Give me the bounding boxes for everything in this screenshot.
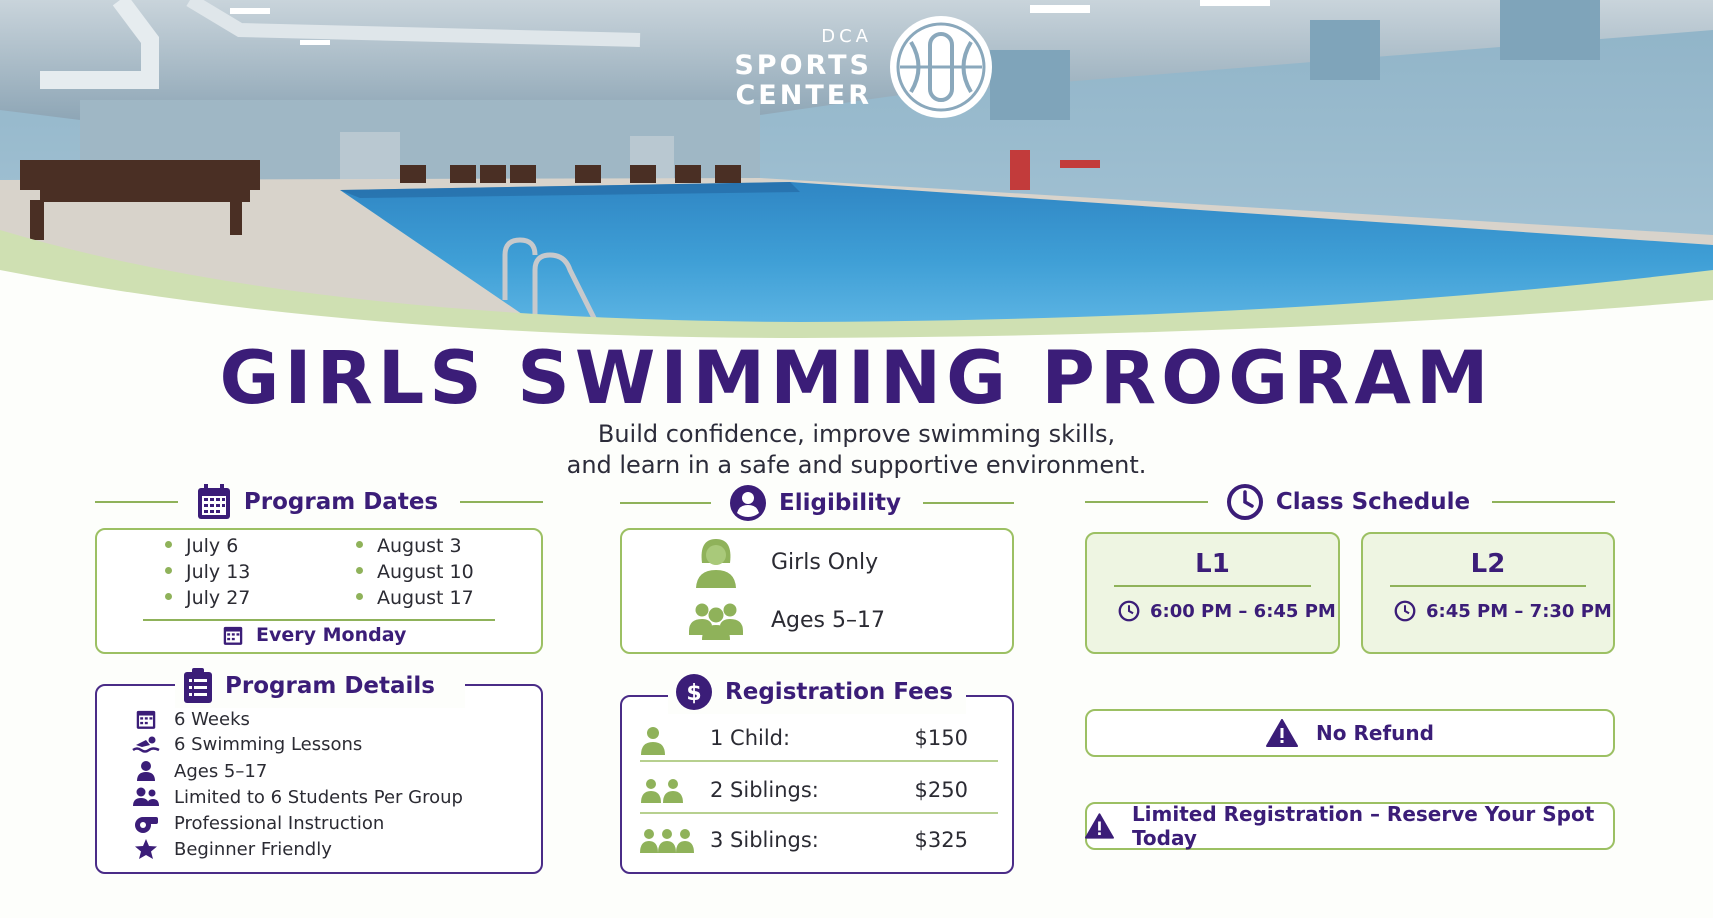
fee-price: $325 bbox=[914, 828, 968, 852]
fee-row bbox=[640, 768, 998, 814]
fee-row bbox=[640, 818, 998, 864]
fee-label: 1 Child: bbox=[710, 726, 791, 750]
person-icon bbox=[136, 760, 156, 782]
date-item: August 3 bbox=[356, 535, 462, 557]
program-details-header bbox=[175, 664, 465, 708]
siblings-icon bbox=[640, 828, 694, 854]
detail-item: Limited to 6 Students Per Group bbox=[132, 786, 463, 808]
logo-text-center: CENTER bbox=[735, 80, 872, 111]
clock-icon bbox=[1226, 483, 1264, 521]
calendar-icon bbox=[222, 624, 244, 646]
subtitle-line-2: and learn in a safe and supportive environment. bbox=[566, 451, 1147, 479]
calendar-icon bbox=[135, 708, 157, 730]
detail-item: Beginner Friendly bbox=[132, 838, 332, 860]
clock-icon bbox=[1394, 600, 1416, 622]
clipboard-icon bbox=[183, 668, 213, 704]
eligibility-header bbox=[620, 481, 1014, 525]
detail-item: Ages 5–17 bbox=[132, 760, 267, 782]
class-schedule-title: Class Schedule bbox=[1275, 489, 1471, 515]
limited-registration-notice: Limited Registration – Reserve Your Spot Today bbox=[1085, 802, 1615, 850]
star-icon bbox=[134, 838, 158, 860]
siblings-icon bbox=[640, 778, 684, 804]
warning-icon bbox=[1085, 812, 1114, 840]
level-time: 6:00 PM – 6:45 PM bbox=[1118, 600, 1336, 622]
level-name: L1 bbox=[1195, 549, 1230, 579]
subtitle-line-1: Build confidence, improve swimming skills, bbox=[597, 420, 1116, 448]
warning-icon bbox=[1266, 719, 1298, 747]
date-item: August 10 bbox=[356, 561, 474, 583]
hero-banner bbox=[0, 0, 1713, 340]
clock-icon bbox=[1118, 600, 1140, 622]
detail-item: 6 Weeks bbox=[132, 708, 250, 730]
page-title: GIRLS SWIMMING PROGRAM bbox=[219, 336, 1494, 421]
class-schedule-header bbox=[1085, 480, 1615, 524]
program-dates-header bbox=[95, 480, 543, 524]
level-divider bbox=[1390, 585, 1586, 587]
group-icon bbox=[688, 601, 744, 641]
fee-price: $150 bbox=[914, 726, 968, 750]
dollar-icon bbox=[675, 673, 713, 711]
logo-text-dca: DCA bbox=[821, 26, 872, 47]
date-item: August 17 bbox=[356, 587, 474, 609]
eligibility-title: Eligibility bbox=[779, 490, 901, 516]
fee-divider bbox=[640, 760, 998, 762]
date-item: July 27 bbox=[165, 587, 250, 609]
level-name: L2 bbox=[1470, 549, 1506, 579]
fee-label: 3 Siblings: bbox=[710, 828, 819, 852]
detail-item: Professional Instruction bbox=[132, 812, 384, 834]
group-icon bbox=[132, 786, 160, 808]
detail-item: 6 Swimming Lessons bbox=[132, 734, 362, 755]
registration-fees-header bbox=[668, 670, 966, 714]
user-circle-icon bbox=[729, 484, 767, 522]
calendar-icon bbox=[196, 483, 232, 521]
no-refund-notice: No Refund bbox=[1085, 709, 1615, 757]
registration-fees-title: Registration Fees bbox=[725, 679, 953, 705]
eligibility-card bbox=[620, 528, 1014, 654]
date-item: July 6 bbox=[165, 535, 238, 557]
svg-text:$: $ bbox=[686, 681, 702, 706]
eligibility-gender: Girls Only bbox=[771, 550, 879, 575]
program-dates-title: Program Dates bbox=[243, 489, 439, 515]
swimmer-icon bbox=[132, 735, 160, 755]
child-icon bbox=[640, 726, 666, 756]
eligibility-ages: Ages 5–17 bbox=[771, 608, 885, 633]
dates-divider bbox=[143, 619, 495, 621]
date-item: July 13 bbox=[165, 561, 250, 583]
fee-label: 2 Siblings: bbox=[710, 778, 819, 802]
logo-badge-icon bbox=[886, 12, 996, 122]
whistle-icon bbox=[133, 812, 159, 834]
logo-text-sports: SPORTS bbox=[734, 50, 872, 81]
fee-price: $250 bbox=[914, 778, 968, 802]
girl-icon bbox=[693, 537, 739, 589]
logo bbox=[720, 10, 1000, 120]
level-time: 6:45 PM – 7:30 PM bbox=[1394, 600, 1612, 622]
recurrence-label: Every Monday bbox=[222, 624, 406, 646]
program-details-title: Program Details bbox=[225, 673, 435, 699]
fee-row bbox=[640, 716, 998, 762]
level-divider bbox=[1114, 585, 1311, 587]
fee-divider bbox=[640, 812, 998, 814]
